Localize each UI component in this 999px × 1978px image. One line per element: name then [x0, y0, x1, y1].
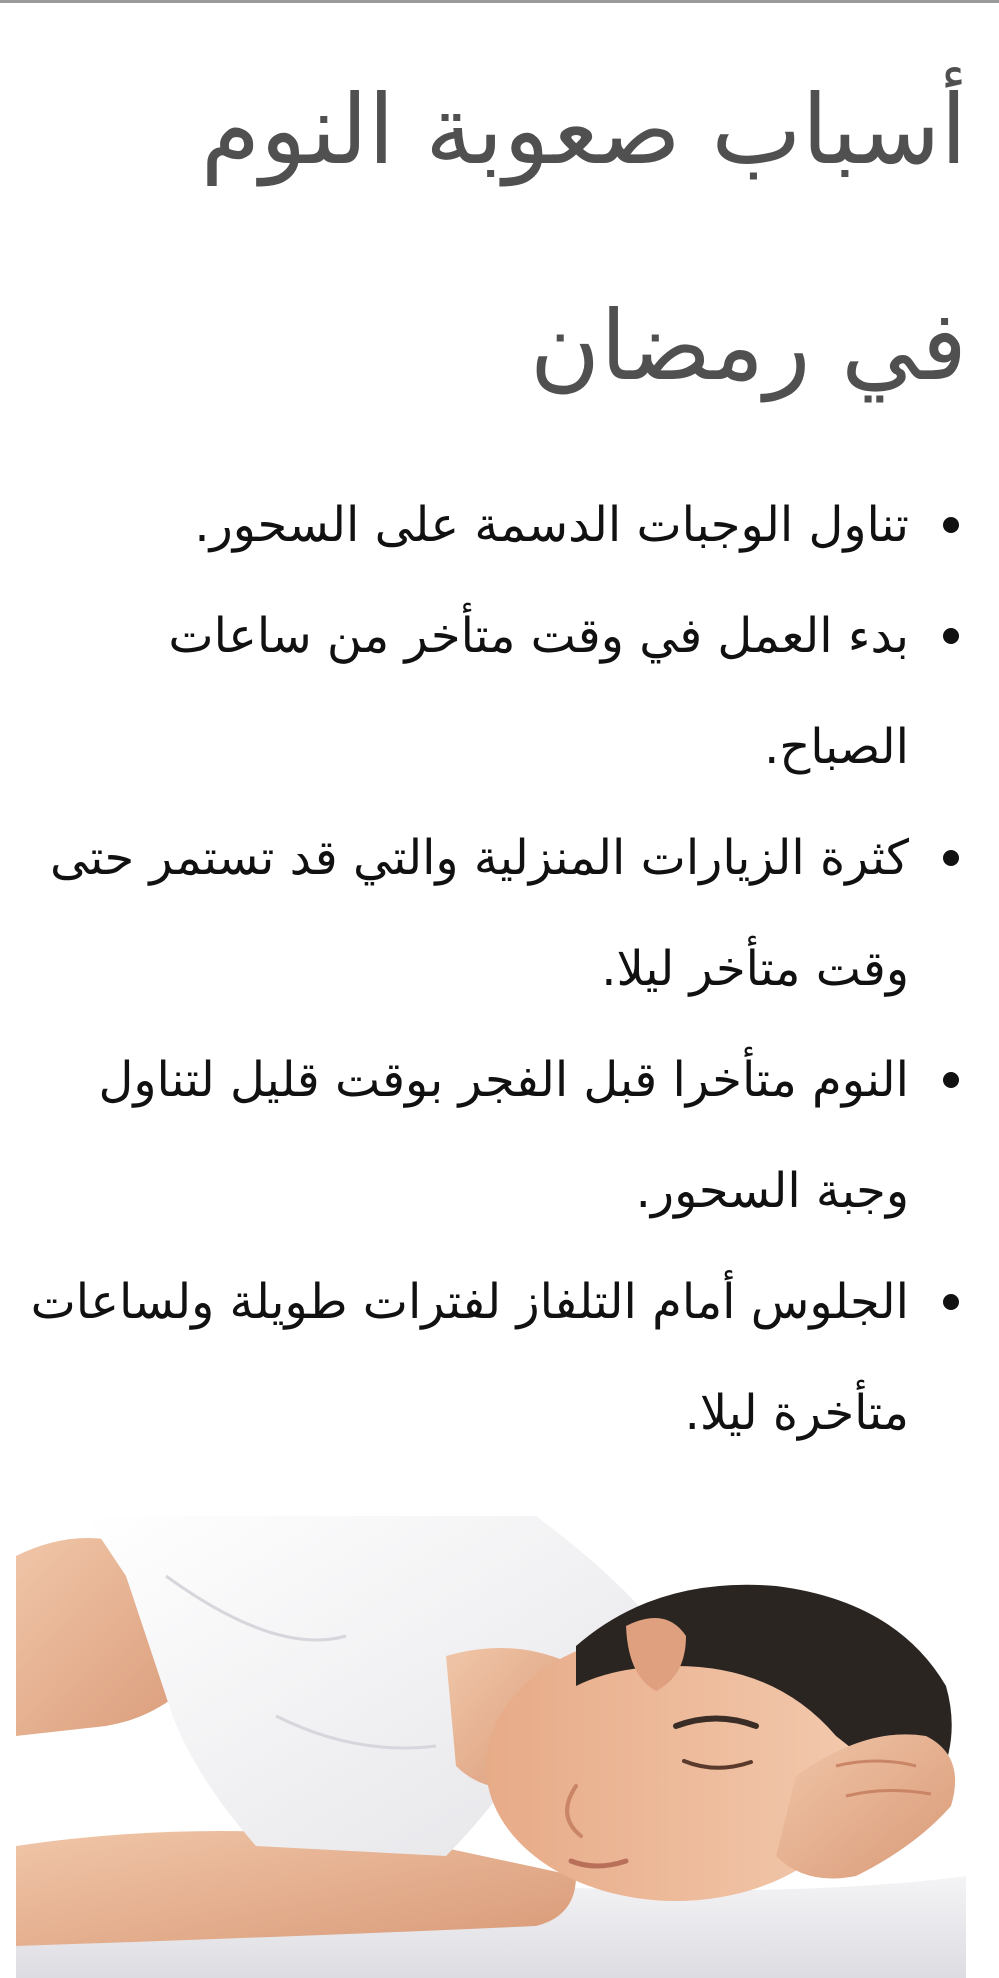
top-divider [0, 0, 999, 3]
bullet-icon [943, 628, 959, 644]
sleeping-man-photo [16, 1516, 966, 1978]
list-item [17, 1025, 967, 1247]
list-item-text: تناول الوجبات الدسمة على السحور. [194, 497, 909, 553]
list-item [17, 581, 967, 803]
list-item-text: النوم متأخرا قبل الفجر بوقت قليل لتناول وجبة السحور. [98, 1052, 909, 1219]
list-item-text: كثرة الزيارات المنزلية والتي قد تستمر حتى وقت متأخر ليلا. [49, 830, 909, 997]
causes-list [17, 470, 967, 1469]
bullet-icon [943, 850, 959, 866]
list-item [17, 803, 967, 1025]
list-item-text: بدء العمل في وقت متأخر من ساعات الصباح. [168, 608, 909, 775]
list-item [17, 1247, 967, 1469]
bullet-icon [943, 1294, 959, 1310]
bullet-icon [943, 517, 959, 533]
list-item-text: الجلوس أمام التلفاز لفترات طويلة ولساعات متأخرة ليلا. [30, 1274, 909, 1441]
bullet-icon [943, 1072, 959, 1088]
page-title: أسباب صعوبة النوم في رمضان [200, 74, 967, 402]
list-item [17, 470, 967, 581]
